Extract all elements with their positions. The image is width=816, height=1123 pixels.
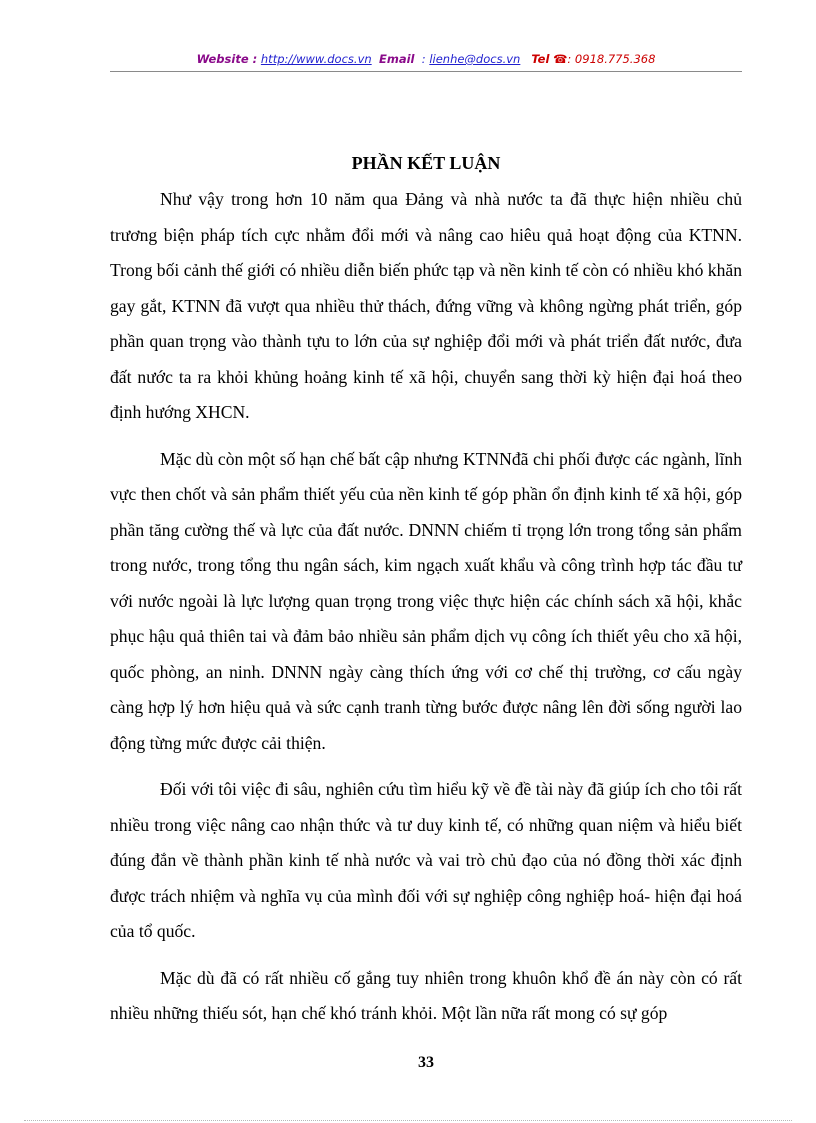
paragraph: Như vậy trong hơn 10 năm qua Đảng và nhà nước ta đã thực hiện nhiều chủ trương biện pháp tích cực nhằm đổi mới và nâng cao hiêu quả hoạt động của KTNN. Trong bối cảnh thế giới có nhiều diễn biến phức tạp và nền kinh tế còn có nhiều khó khăn gay gắt, KTNN đã vượt qua nhiều thử thách, đứng vững và không ngừng phát triển, góp phần quan trọng vào thành tựu to lớn của sự nghiệp đổi mới và phát triển đất nước, đưa đất nước ta ra khỏi khủng hoảng kinh tế xã hội, chuyển sang thời kỳ hiện đại hoá theo định hướng XHCN.: [110, 189, 742, 422]
page-header: [110, 52, 742, 70]
email-label: Email: [378, 52, 415, 66]
page-bottom-divider: [24, 1120, 792, 1121]
paragraph: Mặc dù còn một số hạn chế bất cập nhưng KTNNđã chi phối được các ngành, lĩnh vực then chốt và sản phẩm thiết yếu của nền kinh tế góp phần ổn định kinh tế xã hội, góp phần tăng cường thế và lực của đất nước. DNNN chiếm tỉ trọng lớn trong tổng sản phẩm trong nước, trong tổng thu ngân sách, kim ngạch xuất khẩu và công trình hợp tác đầu tư với nước ngoài là lực lượng quan trọng trong việc thực hiện các chính sách xã hội, khắc phục hậu quả thiên tai và đảm bảo nhiều sản phẩm dịch vụ công ích thiết yêu cho xã hội, quốc phòng, an ninh. DNNN ngày càng thích ứng với cơ chế thị trường, cơ cấu ngày càng hợp lý hơn hiệu quả và sức cạnh tranh từng bước được nâng lên đời sống người lao động từng mức được cải thiện.: [110, 448, 742, 753]
tel-label: Tel: [531, 52, 550, 66]
phone-number: : 0918.775.368: [567, 52, 656, 66]
website-label: Website :: [196, 52, 258, 66]
telephone-icon: ☎: [553, 52, 568, 66]
page-number: 33: [418, 1054, 434, 1071]
page-title: PHẦN KẾT LUẬN: [351, 153, 501, 173]
website-link[interactable]: http://www.docs.vn: [260, 52, 372, 66]
email-link[interactable]: lienhe@docs.vn: [429, 52, 521, 66]
email-separator: :: [421, 52, 426, 66]
paragraph: Đối với tôi việc đi sâu, nghiên cứu tìm hiểu kỹ về đề tài này đã giúp ích cho tôi rất nhiều trong việc nâng cao nhận thức và tư duy kinh tế, có những quan niệm và hiểu biết đúng đắn về thành phần kinh tế nhà nước và vai trò chủ đạo của nó đồng thời xác định được trách nhiệm và nghĩa vụ của mình đối với sự nghiệp công nghiệp hoá- hiện đại hoá của tổ quốc.: [110, 779, 742, 941]
document-body: [110, 182, 742, 1043]
paragraph: Mặc dù đã có rất nhiều cố gắng tuy nhiên trong khuôn khổ đề án này còn có rất nhiều những thiếu sót, hạn chế khó tránh khỏi. Một lần nữa rất mong có sự góp: [110, 967, 742, 1023]
header-divider: [110, 71, 742, 72]
